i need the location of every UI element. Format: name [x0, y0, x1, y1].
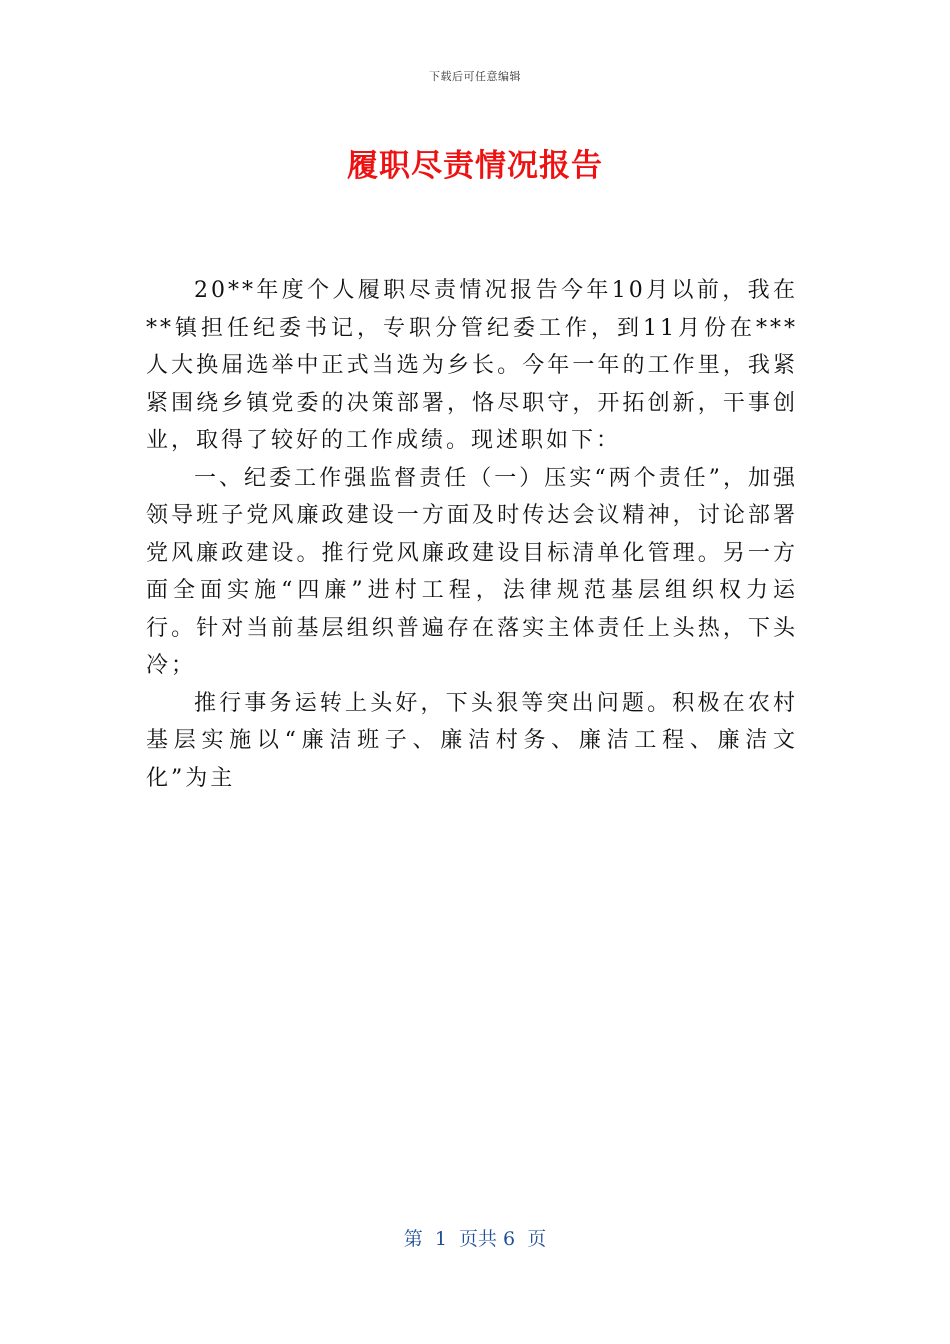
document-body	[146, 272, 798, 797]
document-title: 履职尽责情况报告	[347, 148, 603, 184]
page-number-footer: 第 1 页共 6 页	[403, 1228, 547, 1250]
header-note: 下载后可任意编辑	[429, 70, 521, 83]
paragraph: 推行事务运转上头好，下头狠等突出问题。积极在农村基层实施以“廉洁班子、廉洁村务、廉洁工程、廉洁文化”为主	[146, 690, 798, 791]
paragraph: 20**年度个人履职尽责情况报告今年10月以前，我在**镇担任纪委书记，专职分管纪委工作，到11月份在***人大换届选举中正式当选为乡长。今年一年的工作里，我紧紧围绕乡镇党委的决策部署，恪尽职守，开拓创新，干事创业，取得了较好的工作成绩。现述职如下：	[146, 278, 798, 453]
paragraph: 一、纪委工作强监督责任（一）压实“两个责任”，加强领导班子党风廉政建设一方面及时传达会议精神，讨论部署党风廉政建设。推行党风廉政建设目标清单化管理。另一方面全面实施“四廉”进村工程，法律规范基层组织权力运行。针对当前基层组织普遍存在落实主体责任上头热，下头冷；	[146, 465, 798, 678]
